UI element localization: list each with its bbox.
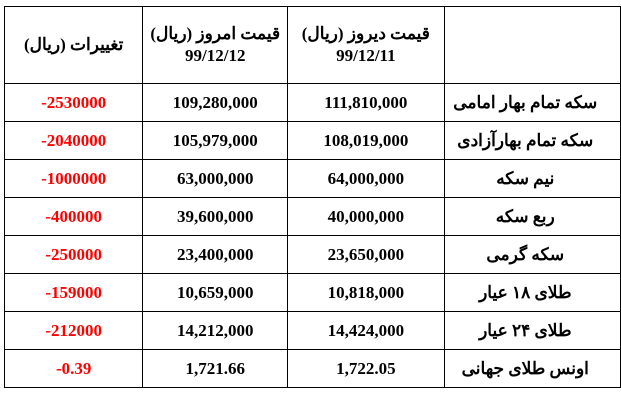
- header-change: [5, 7, 143, 84]
- table-row: [5, 122, 621, 160]
- table-row: [5, 312, 621, 350]
- cell-yesterday: 14,424,000: [288, 312, 444, 350]
- cell-change: -400000: [5, 198, 143, 236]
- cell-change: -159000: [5, 274, 143, 312]
- cell-name: نیم سکه: [444, 160, 620, 198]
- cell-yesterday: 1,722.05: [288, 350, 444, 388]
- table-row: [5, 274, 621, 312]
- cell-change: -0.39: [5, 350, 143, 388]
- cell-yesterday: 10,818,000: [288, 274, 444, 312]
- cell-yesterday: 40,000,000: [288, 198, 444, 236]
- cell-name: سکه تمام بهارآزادی: [444, 122, 620, 160]
- cell-change: -2040000: [5, 122, 143, 160]
- cell-name: سکه گرمی: [444, 236, 620, 274]
- cell-name: طلای ۱۸ عیار: [444, 274, 620, 312]
- header-row: [5, 7, 621, 84]
- table-row: [5, 160, 621, 198]
- cell-change: -212000: [5, 312, 143, 350]
- header-yesterday: [288, 7, 444, 84]
- header-yesterday-label: قیمت دیروز (ریال): [301, 24, 430, 43]
- cell-yesterday: 64,000,000: [288, 160, 444, 198]
- table-row: [5, 84, 621, 122]
- cell-name: ربع سکه: [444, 198, 620, 236]
- cell-change: -2530000: [5, 84, 143, 122]
- header-name: [444, 7, 620, 84]
- cell-today: 39,600,000: [143, 198, 288, 236]
- cell-name: اونس طلای جهانی: [444, 350, 620, 388]
- header-today-label: قیمت امروز (ریال): [150, 24, 281, 43]
- cell-today: 10,659,000: [143, 274, 288, 312]
- cell-today: 109,280,000: [143, 84, 288, 122]
- table-row: [5, 198, 621, 236]
- header-today-date: 99/12/12: [185, 46, 246, 65]
- cell-change: -1000000: [5, 160, 143, 198]
- cell-today: 23,400,000: [143, 236, 288, 274]
- cell-name: طلای ۲۴ عیار: [444, 312, 620, 350]
- cell-today: 63,000,000: [143, 160, 288, 198]
- cell-yesterday: 108,019,000: [288, 122, 444, 160]
- table-row: [5, 236, 621, 274]
- header-change-label: تغییرات (ریال): [23, 35, 124, 54]
- price-table: [4, 6, 621, 388]
- header-today: [143, 7, 288, 84]
- table-row: [5, 350, 621, 388]
- header-yesterday-date: 99/12/11: [336, 46, 396, 65]
- cell-today: 14,212,000: [143, 312, 288, 350]
- cell-yesterday: 111,810,000: [288, 84, 444, 122]
- cell-today: 1,721.66: [143, 350, 288, 388]
- cell-today: 105,979,000: [143, 122, 288, 160]
- cell-name: سکه تمام بهار امامی: [444, 84, 620, 122]
- cell-yesterday: 23,650,000: [288, 236, 444, 274]
- cell-change: -250000: [5, 236, 143, 274]
